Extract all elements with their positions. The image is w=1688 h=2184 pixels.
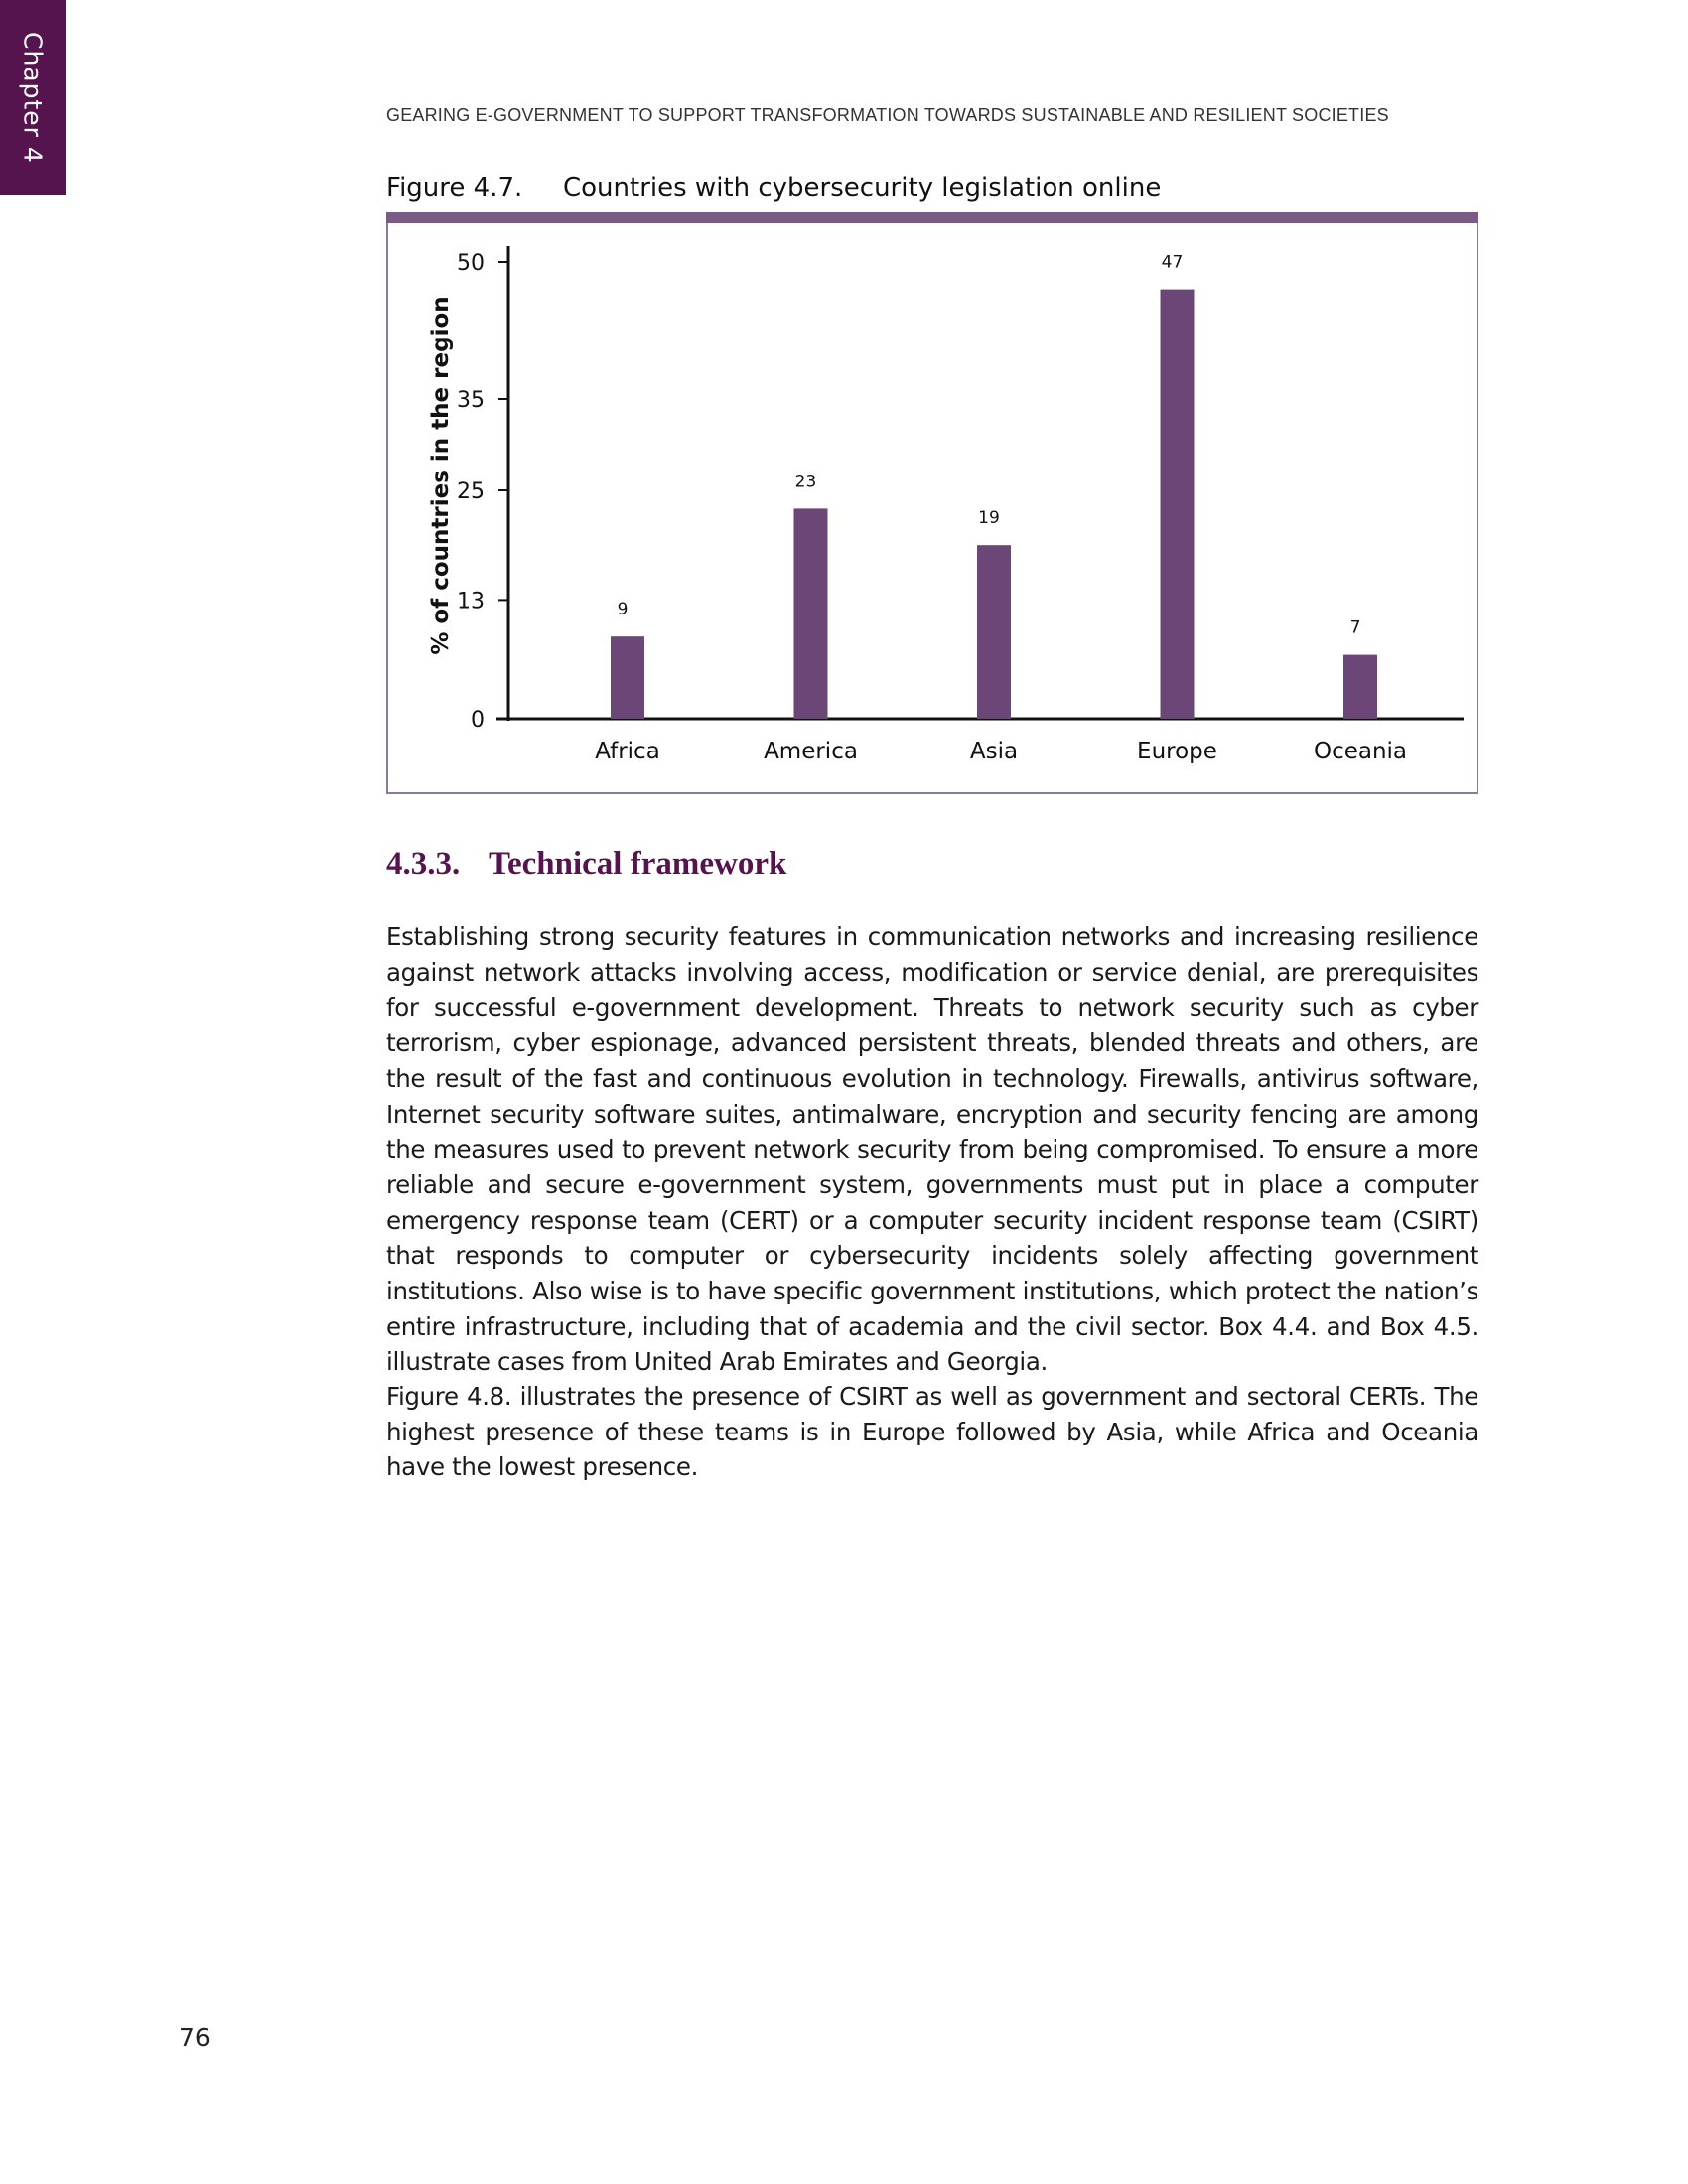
- body-paragraph-2: Figure 4.8. illustrates the presence of CSIRT as well as government and sectoral CERTs. The highest presence of these teams is in Europe followed by Asia, while Africa and Oceania have the lowest presence.: [386, 1382, 1478, 1482]
- page-number: 76: [179, 2023, 211, 2052]
- x-tick-label-africa: Africa: [595, 739, 660, 764]
- bar-america: [794, 508, 828, 719]
- y-axis-title: % of countries in the region: [428, 296, 454, 655]
- section-number: 4.3.3.: [386, 846, 461, 882]
- y-tick-label: 13: [457, 589, 485, 614]
- bar-oceania: [1343, 655, 1377, 719]
- figure-caption: [386, 173, 1161, 203]
- y-tick-label: 35: [457, 388, 485, 413]
- data-label-asia: 19: [978, 508, 1000, 529]
- chapter-tab: [0, 0, 66, 195]
- data-label-america: 23: [794, 472, 817, 492]
- figure-title: Countries with cybersecurity legislation online: [563, 173, 1162, 203]
- bar-asia: [977, 545, 1011, 719]
- data-label-africa: 9: [617, 600, 629, 620]
- bar-europe: [1161, 290, 1195, 719]
- y-tick-label: 25: [457, 479, 485, 504]
- chapter-tab-label: Chapter 4: [18, 31, 48, 164]
- data-label-europe: 47: [1161, 252, 1184, 273]
- y-tick-label: 50: [457, 251, 485, 276]
- running-header: GEARING E-GOVERNMENT TO SUPPORT TRANSFORMATION TOWARDS SUSTAINABLE AND RESILIENT SOCIETIES: [386, 105, 1389, 125]
- x-tick-label-oceania: Oceania: [1313, 739, 1408, 764]
- bar-africa: [611, 636, 644, 719]
- section-title: Technical framework: [489, 846, 787, 882]
- bar-chart: [386, 212, 1478, 794]
- section-heading: [386, 846, 786, 883]
- x-tick-label-america: America: [764, 739, 858, 764]
- data-label-oceania: 7: [1349, 617, 1361, 638]
- body-paragraph-1: Establishing strong security features in communication networks and increasing resilience against network attacks involving access, modification or service denial, are prerequisites for successful e-government development. Threats to network security such as cyber terrorism, cyber espionage, advanced persistent threats, blended threats and others, are the result of the fast and continuous evolution in technology. Firewalls, antivirus software, Internet security software suites, antimalware, encryption and security fencing are among the measures used to prevent network security from being compromised. To ensure a more reliable and secure e-government system, governments must put in place a computer emergency response team (CERT) or a computer security incident response team (CSIRT) that responds to computer or cybersecurity incidents solely affecting government institutions. Also wise is to have specific government institutions, which protect the nation’s entire infrastructure, including that of academia and the civil sector. Box 4.4. and Box 4.5. illustrate cases from United Arab Emirates and Georgia.: [386, 922, 1478, 1377]
- y-tick-label: 0: [471, 708, 485, 733]
- x-tick-label-asia: Asia: [969, 739, 1019, 764]
- figure-number: Figure 4.7.: [386, 173, 523, 203]
- x-tick-label-europe: Europe: [1137, 739, 1217, 764]
